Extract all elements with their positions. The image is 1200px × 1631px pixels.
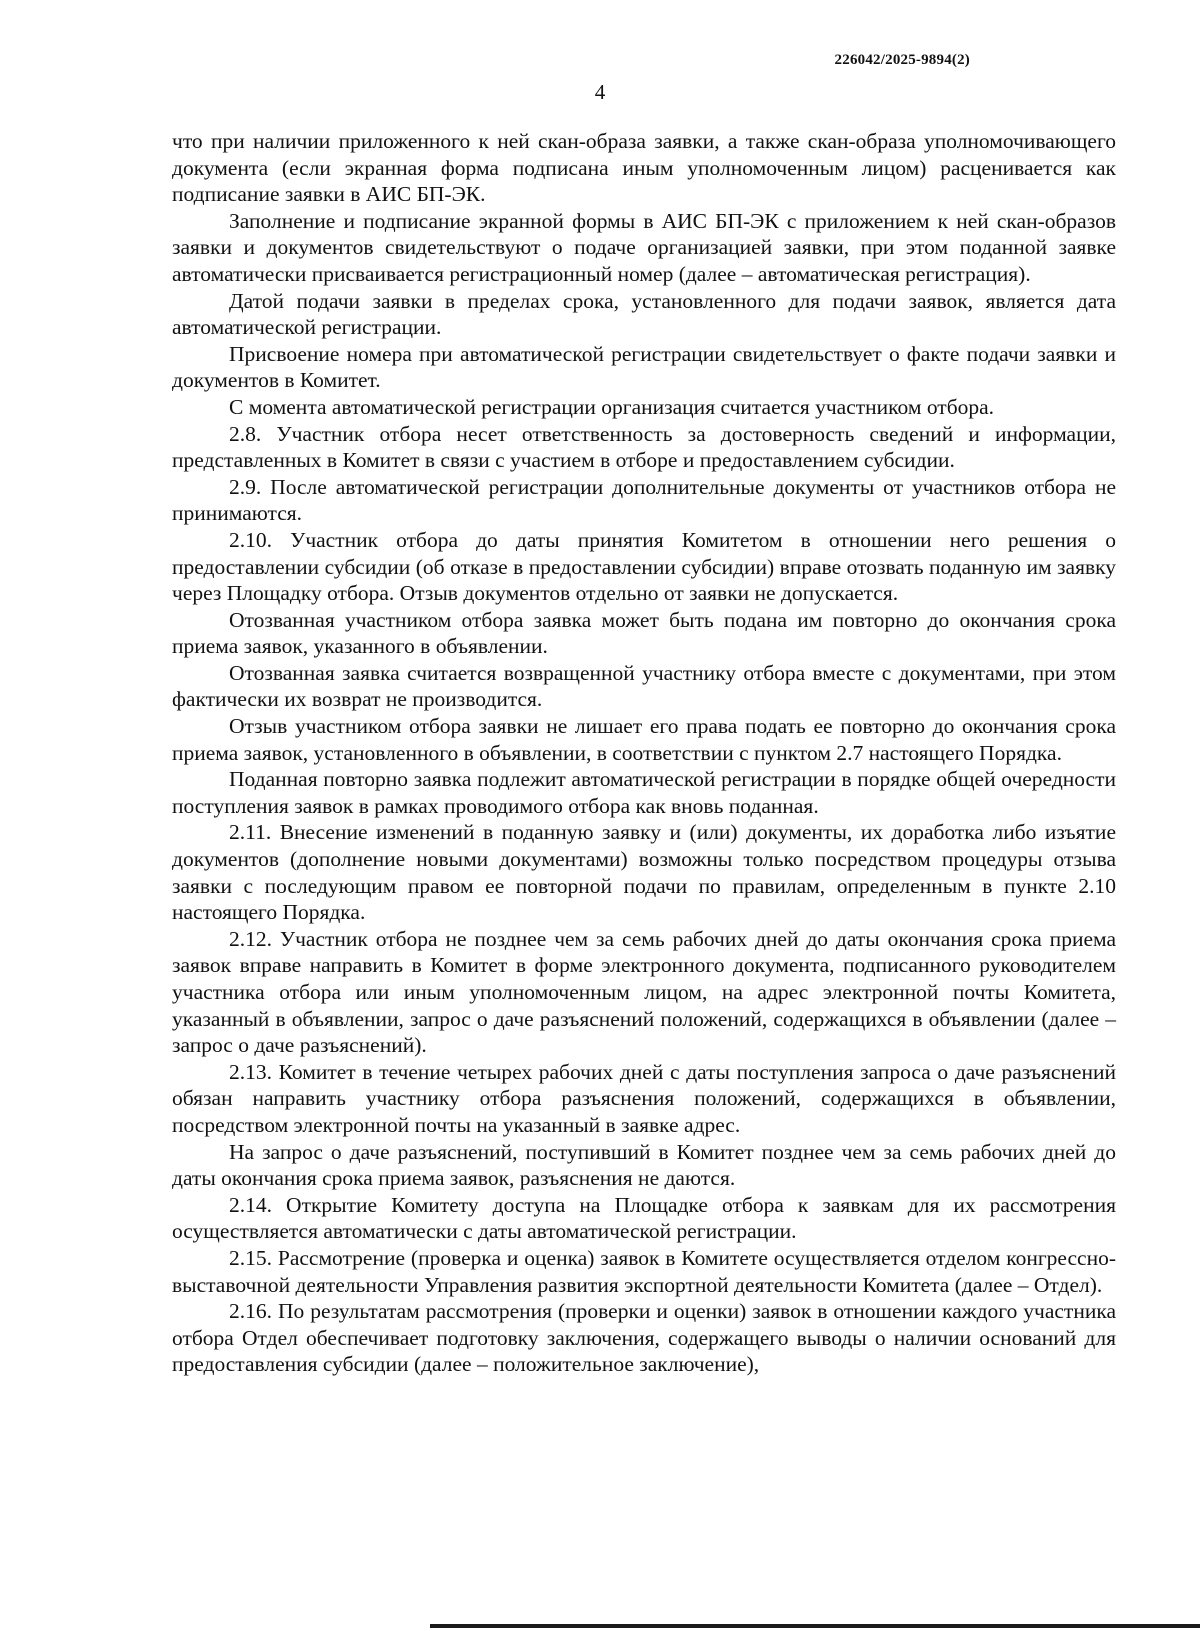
document-body: [172, 128, 1116, 1378]
paragraph: Отзыв участником отбора заявки не лишает его права подать ее повторно до окончания срока приема заявок, установленного в объявлении, в соответствии с пунктом 2.7 настоящего Порядка.: [172, 714, 1116, 765]
paragraph: 2.16. По результатам рассмотрения (проверки и оценки) заявок в отношении каждого участника отбора Отдел обеспечивает подготовку заключения, содержащего выводы о наличии оснований для предоставления субсидии (далее – положительное заключение),: [172, 1299, 1116, 1377]
paragraph: 2.12. Участник отбора не позднее чем за семь рабочих дней до даты окончания срока приема заявок вправе направить в Комитет в форме электронного документа, подписанного руководителем участника отбора или иным уполномоченным лицом, на адрес электронной почты Комитета, указанный в объявлении, запрос о даче разъяснений положений, содержащихся в объявлении (далее – запрос о даче разъяснений).: [172, 926, 1116, 1058]
paragraph: Отозванная участником отбора заявка может быть подана им повторно до окончания срока приема заявок, указанного в объявлении.: [172, 607, 1116, 659]
paragraph: Отозванная заявка считается возвращенной участнику отбора вместе с документами, при этом фактически их возврат не производится.: [172, 660, 1116, 712]
paragraph: 2.8. Участник отбора несет ответственность за достоверность сведений и информации, представленных в Комитет в связи с участием в отборе и предоставлением субсидии.: [172, 421, 1116, 473]
paragraph: На запрос о даче разъяснений, поступивший в Комитет позднее чем за семь рабочих дней до даты окончания срока приема заявок, разъяснения не даются.: [172, 1139, 1116, 1191]
paragraph: 2.15. Рассмотрение (проверка и оценка) заявок в Комитете осуществляется отделом конгрессно-выставочной деятельности Управления развития экспортной деятельности Комитета (далее – Отдел).: [172, 1245, 1116, 1297]
paragraph: Заполнение и подписание экранной формы в АИС БП-ЭК с приложением к ней скан-образов заявки и документов свидетельствуют о подаче организацией заявки, при этом поданной заявке автоматически присваивается регистрационный номер (далее – автоматическая регистрация).: [172, 208, 1116, 286]
paragraph: Поданная повторно заявка подлежит автоматической регистрации в порядке общей очередности поступления заявок в рамках проводимого отбора как вновь поданная.: [172, 767, 1116, 818]
paragraph: Датой подачи заявки в пределах срока, установленного для подачи заявок, является дата автоматической регистрации.: [172, 288, 1116, 340]
paragraph: 2.14. Открытие Комитету доступа на Площадке отбора к заявкам для их рассмотрения осуществляется автоматически с даты автоматической регистрации.: [172, 1192, 1116, 1244]
paragraph: 2.9. После автоматической регистрации дополнительные документы от участников отбора не принимаются.: [172, 474, 1116, 526]
paragraph: 2.10. Участник отбора до даты принятия Комитетом в отношении него решения о предоставлении субсидии (об отказе в предоставлении субсидии) вправе отозвать поданную им заявку через Площадку отбора. Отзыв документов отдельно от заявки не допускается.: [172, 527, 1116, 606]
paragraph: что при наличии приложенного к ней скан-образа заявки, а также скан-образа уполномочивающего документа (если экранная форма подписана иным уполномоченным лицом) расценивается как подписание заявки в АИС БП-ЭК.: [172, 129, 1116, 207]
scan-edge-line: [430, 1624, 1200, 1628]
paragraph: Присвоение номера при автоматической регистрации свидетельствует о факте подачи заявки и документов в Комитет.: [172, 341, 1116, 393]
paragraph: 2.11. Внесение изменений в поданную заявку и (или) документы, их доработка либо изъятие документов (дополнение новыми документами) возможны только посредством процедуры отзыва заявки с последующим правом ее повторной подачи по правилам, определенным в пункте 2.10 настоящего Порядка.: [172, 820, 1116, 925]
paragraph: С момента автоматической регистрации организация считается участником отбора.: [229, 394, 995, 419]
paragraph: 2.13. Комитет в течение четырех рабочих дней с даты поступления запроса о даче разъяснений обязан направить участнику отбора разъяснения положений, содержащихся в объявлении, посредством электронной почты на указанный в заявке адрес.: [172, 1059, 1116, 1137]
document-number: 226042/2025-9894(2): [834, 52, 970, 68]
page-number: 4: [594, 80, 606, 104]
